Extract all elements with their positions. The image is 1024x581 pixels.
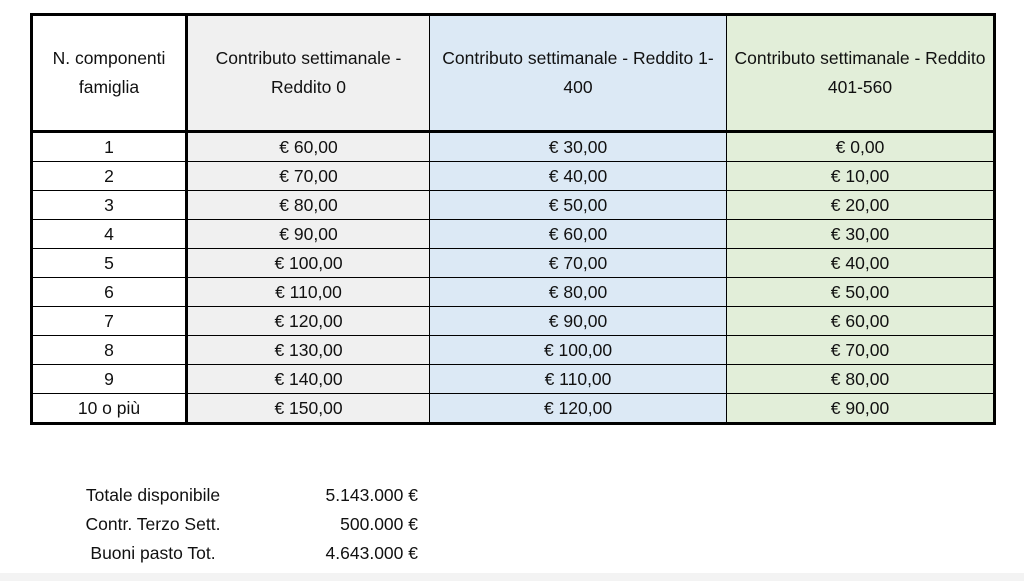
cell-income-0: € 110,00 xyxy=(187,278,430,307)
cell-income-401-560: € 0,00 xyxy=(727,132,995,162)
cell-income-0: € 70,00 xyxy=(187,162,430,191)
cell-income-0: € 100,00 xyxy=(187,249,430,278)
contribution-table-container xyxy=(30,13,992,423)
cell-income-0: € 150,00 xyxy=(187,394,430,424)
table-row xyxy=(32,394,995,424)
cell-income-0: € 130,00 xyxy=(187,336,430,365)
cell-income-0: € 60,00 xyxy=(187,132,430,162)
table-row xyxy=(32,249,995,278)
cell-income-1-400: € 90,00 xyxy=(430,307,727,336)
cell-income-0: € 140,00 xyxy=(187,365,430,394)
cell-family-members: 5 xyxy=(32,249,187,278)
cell-income-401-560: € 30,00 xyxy=(727,220,995,249)
summary-row-meal-vouchers xyxy=(58,539,428,568)
contribution-table xyxy=(30,13,996,425)
table-row xyxy=(32,220,995,249)
cell-income-401-560: € 90,00 xyxy=(727,394,995,424)
cell-income-1-400: € 30,00 xyxy=(430,132,727,162)
summary-value: 5.143.000 € xyxy=(325,485,418,505)
cell-income-401-560: € 10,00 xyxy=(727,162,995,191)
cell-family-members: 2 xyxy=(32,162,187,191)
summary-row-third-sector xyxy=(58,510,428,539)
cell-income-401-560: € 50,00 xyxy=(727,278,995,307)
summary-label: Buoni pasto Tot. xyxy=(90,543,216,563)
cell-family-members: 3 xyxy=(32,191,187,220)
table-header-row xyxy=(32,15,995,132)
summary-value: 4.643.000 € xyxy=(325,543,418,563)
cell-income-401-560: € 70,00 xyxy=(727,336,995,365)
page-bottom-edge xyxy=(0,573,1024,581)
header-income-401-560: Contributo settimanale - Reddito 401-560 xyxy=(727,15,995,132)
cell-family-members: 10 o più xyxy=(32,394,187,424)
cell-income-0: € 80,00 xyxy=(187,191,430,220)
table-body xyxy=(32,132,995,424)
cell-income-0: € 90,00 xyxy=(187,220,430,249)
cell-income-1-400: € 110,00 xyxy=(430,365,727,394)
cell-income-1-400: € 70,00 xyxy=(430,249,727,278)
cell-income-401-560: € 80,00 xyxy=(727,365,995,394)
cell-family-members: 4 xyxy=(32,220,187,249)
header-income-1-400: Contributo settimanale - Reddito 1-400 xyxy=(430,15,727,132)
cell-income-1-400: € 80,00 xyxy=(430,278,727,307)
summary-row-total xyxy=(58,481,428,510)
header-family-members: N. componenti famiglia xyxy=(32,15,187,132)
cell-income-1-400: € 50,00 xyxy=(430,191,727,220)
table-row xyxy=(32,336,995,365)
table-row xyxy=(32,365,995,394)
table-row xyxy=(32,278,995,307)
cell-family-members: 9 xyxy=(32,365,187,394)
cell-income-1-400: € 40,00 xyxy=(430,162,727,191)
cell-income-401-560: € 20,00 xyxy=(727,191,995,220)
cell-family-members: 6 xyxy=(32,278,187,307)
summary-label: Totale disponibile xyxy=(85,485,221,505)
table-row xyxy=(32,162,995,191)
cell-income-401-560: € 60,00 xyxy=(727,307,995,336)
cell-family-members: 8 xyxy=(32,336,187,365)
cell-income-1-400: € 60,00 xyxy=(430,220,727,249)
cell-family-members: 1 xyxy=(32,132,187,162)
table-row xyxy=(32,132,995,162)
cell-income-0: € 120,00 xyxy=(187,307,430,336)
cell-income-1-400: € 100,00 xyxy=(430,336,727,365)
table-row xyxy=(32,307,995,336)
table-row xyxy=(32,191,995,220)
summary-value: 500.000 € xyxy=(340,514,418,534)
cell-income-401-560: € 40,00 xyxy=(727,249,995,278)
cell-family-members: 7 xyxy=(32,307,187,336)
budget-summary xyxy=(58,481,428,568)
header-income-0: Contributo settimanale - Reddito 0 xyxy=(187,15,430,132)
cell-income-1-400: € 120,00 xyxy=(430,394,727,424)
summary-label: Contr. Terzo Sett. xyxy=(85,514,221,534)
